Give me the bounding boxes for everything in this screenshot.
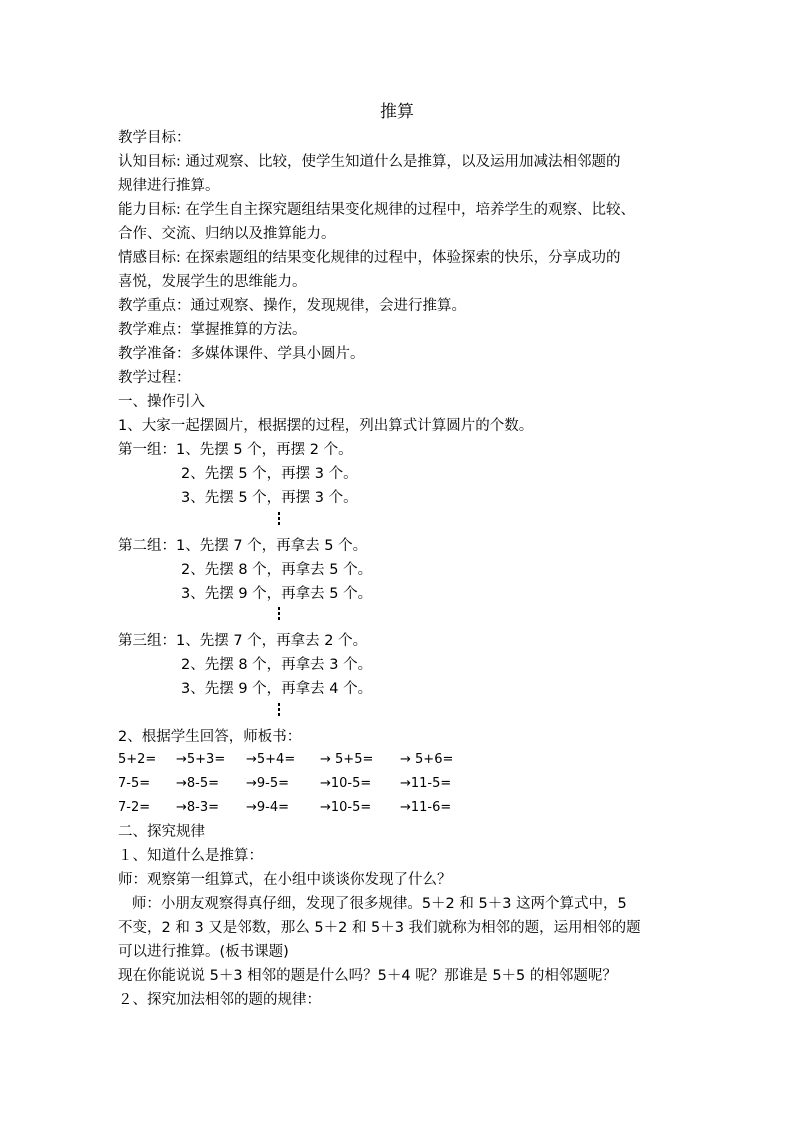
section-heading: 二、探究规律: [118, 824, 205, 840]
text-line: 教学准备：多媒体课件、学具小圆片。: [118, 346, 365, 362]
ellipsis-dots: [278, 607, 281, 622]
page-title: 推算: [380, 102, 414, 122]
text-line: １、知道什么是推算：: [118, 848, 263, 864]
equation: 7-2=: [118, 800, 151, 815]
equation: →5+3=: [176, 752, 226, 767]
text-line: 现在你能说说 5＋3 相邻的题是什么吗？5＋4 呢？那谁是 5＋5 的相邻题呢？: [118, 968, 617, 984]
text-line: 教学重点：通过观察、操作，发现规律，会进行推算。: [118, 298, 466, 314]
equation: →10-5=: [320, 776, 372, 791]
equation: → 5+5=: [320, 752, 374, 767]
equation: →8-5=: [176, 776, 220, 791]
equation: 5+2=: [118, 752, 157, 767]
text-line: 教学过程：: [118, 370, 191, 386]
equation: 7-5=: [118, 776, 151, 791]
group3-item-2: 2、先摆 8 个，再拿去 3 个。: [181, 657, 373, 673]
text-line: ２、探究加法相邻的题的规律：: [118, 992, 321, 1008]
text-line: 认知目标: 通过观察、比较，使学生知道什么是推算，以及运用加减法相邻题的: [118, 154, 621, 170]
equation: →8-3=: [176, 800, 220, 815]
board-intro: 2、根据学生回答，师板书：: [118, 729, 302, 745]
equation: →9-5=: [246, 776, 290, 791]
ellipsis-dots: [278, 512, 281, 527]
text-line: 一、操作引入: [118, 394, 205, 410]
equation: →5+4=: [246, 752, 296, 767]
text-line: 情感目标: 在探索题组的结果变化规律的过程中，体验探索的快乐，分享成功的: [118, 250, 621, 266]
group2-item-2: 2、先摆 8 个，再拿去 5 个。: [181, 562, 373, 578]
text-line: 规律进行推算。: [118, 178, 220, 194]
equation: →10-5=: [320, 800, 372, 815]
group2-item-3: 3、先摆 9 个，再拿去 5 个。: [181, 586, 373, 602]
text-line: 教学难点：掌握推算的方法。: [118, 322, 307, 338]
text-line: 师：观察第一组算式，在小组中谈谈你发现了什么？: [118, 872, 452, 888]
text-line: 1、大家一起摆圆片，根据摆的过程，列出算式计算圆片的个数。: [118, 418, 534, 434]
group3-item-3: 3、先摆 9 个，再拿去 4 个。: [181, 681, 373, 697]
text-line: 不变，2 和 3 又是邻数，那么 5＋2 和 5＋3 我们就称为相邻的题，运用相邻的题: [118, 920, 641, 936]
text-line: 喜悦，发展学生的思维能力。: [118, 274, 307, 290]
group1-item-2: 2、先摆 5 个，再摆 3 个。: [181, 466, 358, 482]
text-line: 教学目标：: [118, 130, 191, 146]
text-line: 师：小朋友观察得真仔细，发现了很多规律。5＋2 和 5＋3 这两个算式中，5: [118, 896, 627, 912]
group2-item-1: 第二组：1、先摆 7 个，再拿去 5 个。: [118, 538, 368, 554]
equation: →9-4=: [246, 800, 290, 815]
text-line: 能力目标: 在学生自主探究题组结果变化规律的过程中，培养学生的观察、比较、: [118, 202, 635, 218]
group3-item-1: 第三组：1、先摆 7 个，再拿去 2 个。: [118, 633, 368, 649]
equation: →11-6=: [400, 800, 452, 815]
text-line: 合作、交流、归纳以及推算能力。: [118, 226, 336, 242]
group1-item-3: 3、先摆 5 个，再摆 3 个。: [181, 490, 358, 506]
equation: →11-5=: [400, 776, 452, 791]
text-line: 可以进行推算。(板书课题): [118, 944, 289, 960]
equation: → 5+6=: [400, 752, 454, 767]
ellipsis-dots: [278, 703, 281, 718]
group1-item-1: 第一组：1、先摆 5 个，再摆 2 个。: [118, 442, 353, 458]
